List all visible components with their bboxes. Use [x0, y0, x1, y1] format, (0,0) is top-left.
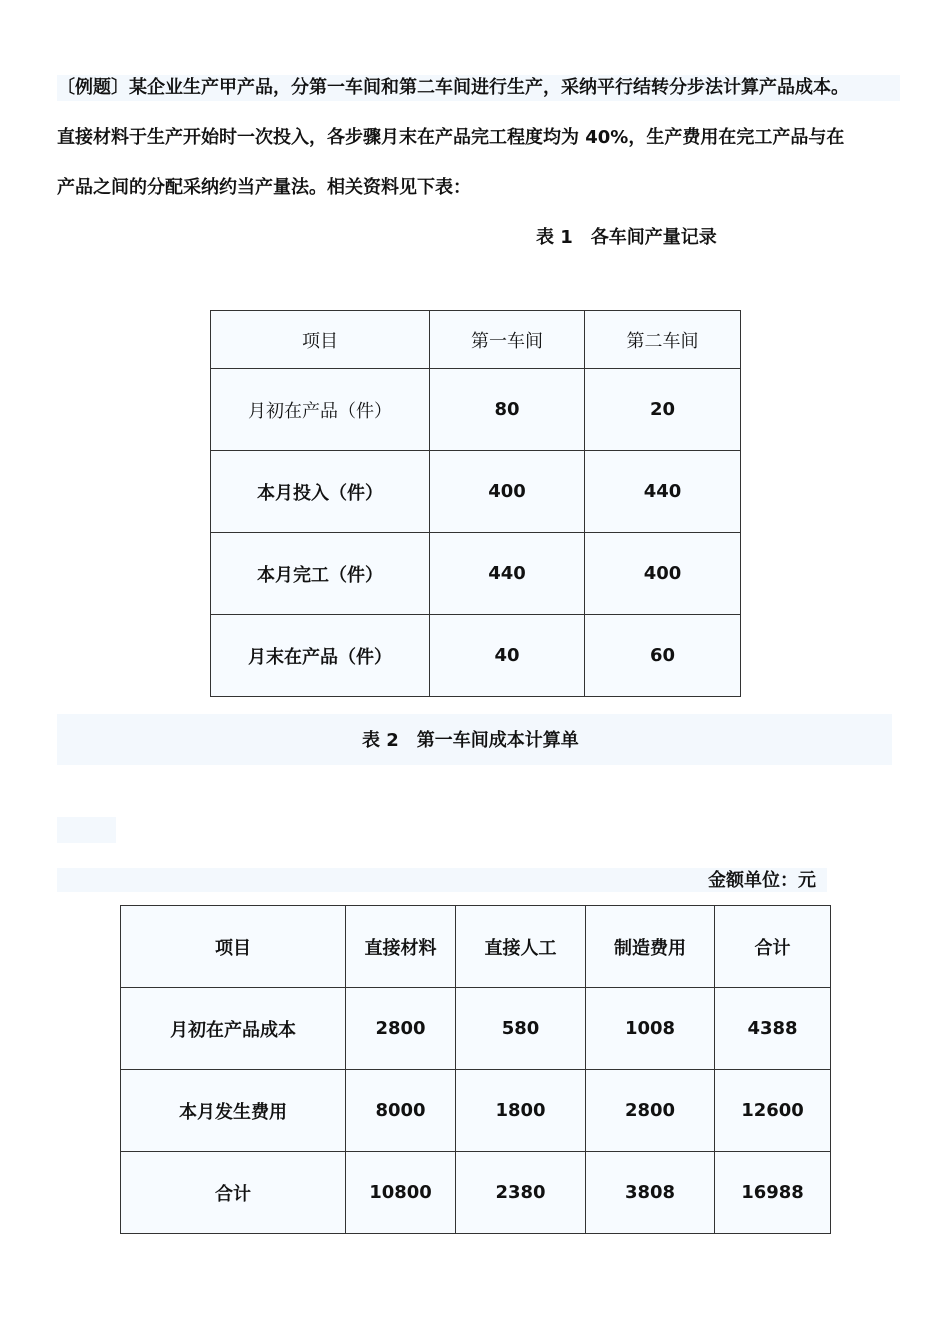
table-row — [211, 369, 741, 451]
table-header-row — [211, 311, 741, 369]
table-header-cell: 项目 — [211, 311, 430, 369]
table2-caption: 表 2 第一车间成本计算单 — [362, 730, 579, 751]
table-cell: 2800 — [346, 988, 456, 1070]
table-cell: 440 — [430, 533, 585, 615]
table-row — [211, 533, 741, 615]
table-cell: 440 — [585, 451, 741, 533]
table-row — [211, 451, 741, 533]
row-label: 合计 — [121, 1152, 346, 1234]
table-row — [211, 615, 741, 697]
table-header-row — [121, 906, 831, 988]
table-cell: 16988 — [715, 1152, 831, 1234]
row-label: 本月投入（件） — [211, 451, 430, 533]
table-cell: 80 — [430, 369, 585, 451]
cost-table — [120, 905, 831, 1234]
row-label: 本月完工（件） — [211, 533, 430, 615]
production-table — [210, 310, 741, 697]
table-cell: 3808 — [586, 1152, 715, 1234]
table-cell: 1008 — [586, 988, 715, 1070]
table-cell: 4388 — [715, 988, 831, 1070]
table-row — [121, 988, 831, 1070]
table-header-cell: 直接材料 — [346, 906, 456, 988]
table-cell: 20 — [585, 369, 741, 451]
table-header-cell: 合计 — [715, 906, 831, 988]
table-header-cell: 项目 — [121, 906, 346, 988]
table-row — [121, 1070, 831, 1152]
table-cell: 40 — [430, 615, 585, 697]
intro-line-3: 产品之间的分配采纳约当产量法。相关资料见下表： — [57, 177, 471, 198]
row-label: 本月发生费用 — [121, 1070, 346, 1152]
table-cell: 10800 — [346, 1152, 456, 1234]
row-label: 月初在产品成本 — [121, 988, 346, 1070]
intro-line-2: 直接材料于生产开始时一次投入，各步骤月末在产品完工程度均为 40%，生产费用在完工产品与在 — [57, 127, 845, 148]
shade-block — [57, 817, 116, 843]
table-cell: 60 — [585, 615, 741, 697]
table-header-cell: 直接人工 — [456, 906, 586, 988]
table-cell: 12600 — [715, 1070, 831, 1152]
row-label: 月末在产品（件） — [211, 615, 430, 697]
unit-label: 金额单位：元 — [708, 870, 816, 891]
row-label: 月初在产品（件） — [211, 369, 430, 451]
table-cell: 400 — [585, 533, 741, 615]
table-header-cell: 制造费用 — [586, 906, 715, 988]
intro-line-1: 〔例题〕某企业生产甲产品，分第一车间和第二车间进行生产，采纳平行结转分步法计算产品成本。 — [57, 77, 849, 98]
table-header-cell: 第二车间 — [585, 311, 741, 369]
table1-caption: 表 1 各车间产量记录 — [536, 227, 717, 248]
table-row — [121, 1152, 831, 1234]
table-cell: 1800 — [456, 1070, 586, 1152]
table-cell: 2380 — [456, 1152, 586, 1234]
table-cell: 2800 — [586, 1070, 715, 1152]
table-cell: 580 — [456, 988, 586, 1070]
table-header-cell: 第一车间 — [430, 311, 585, 369]
table-cell: 400 — [430, 451, 585, 533]
table-cell: 8000 — [346, 1070, 456, 1152]
